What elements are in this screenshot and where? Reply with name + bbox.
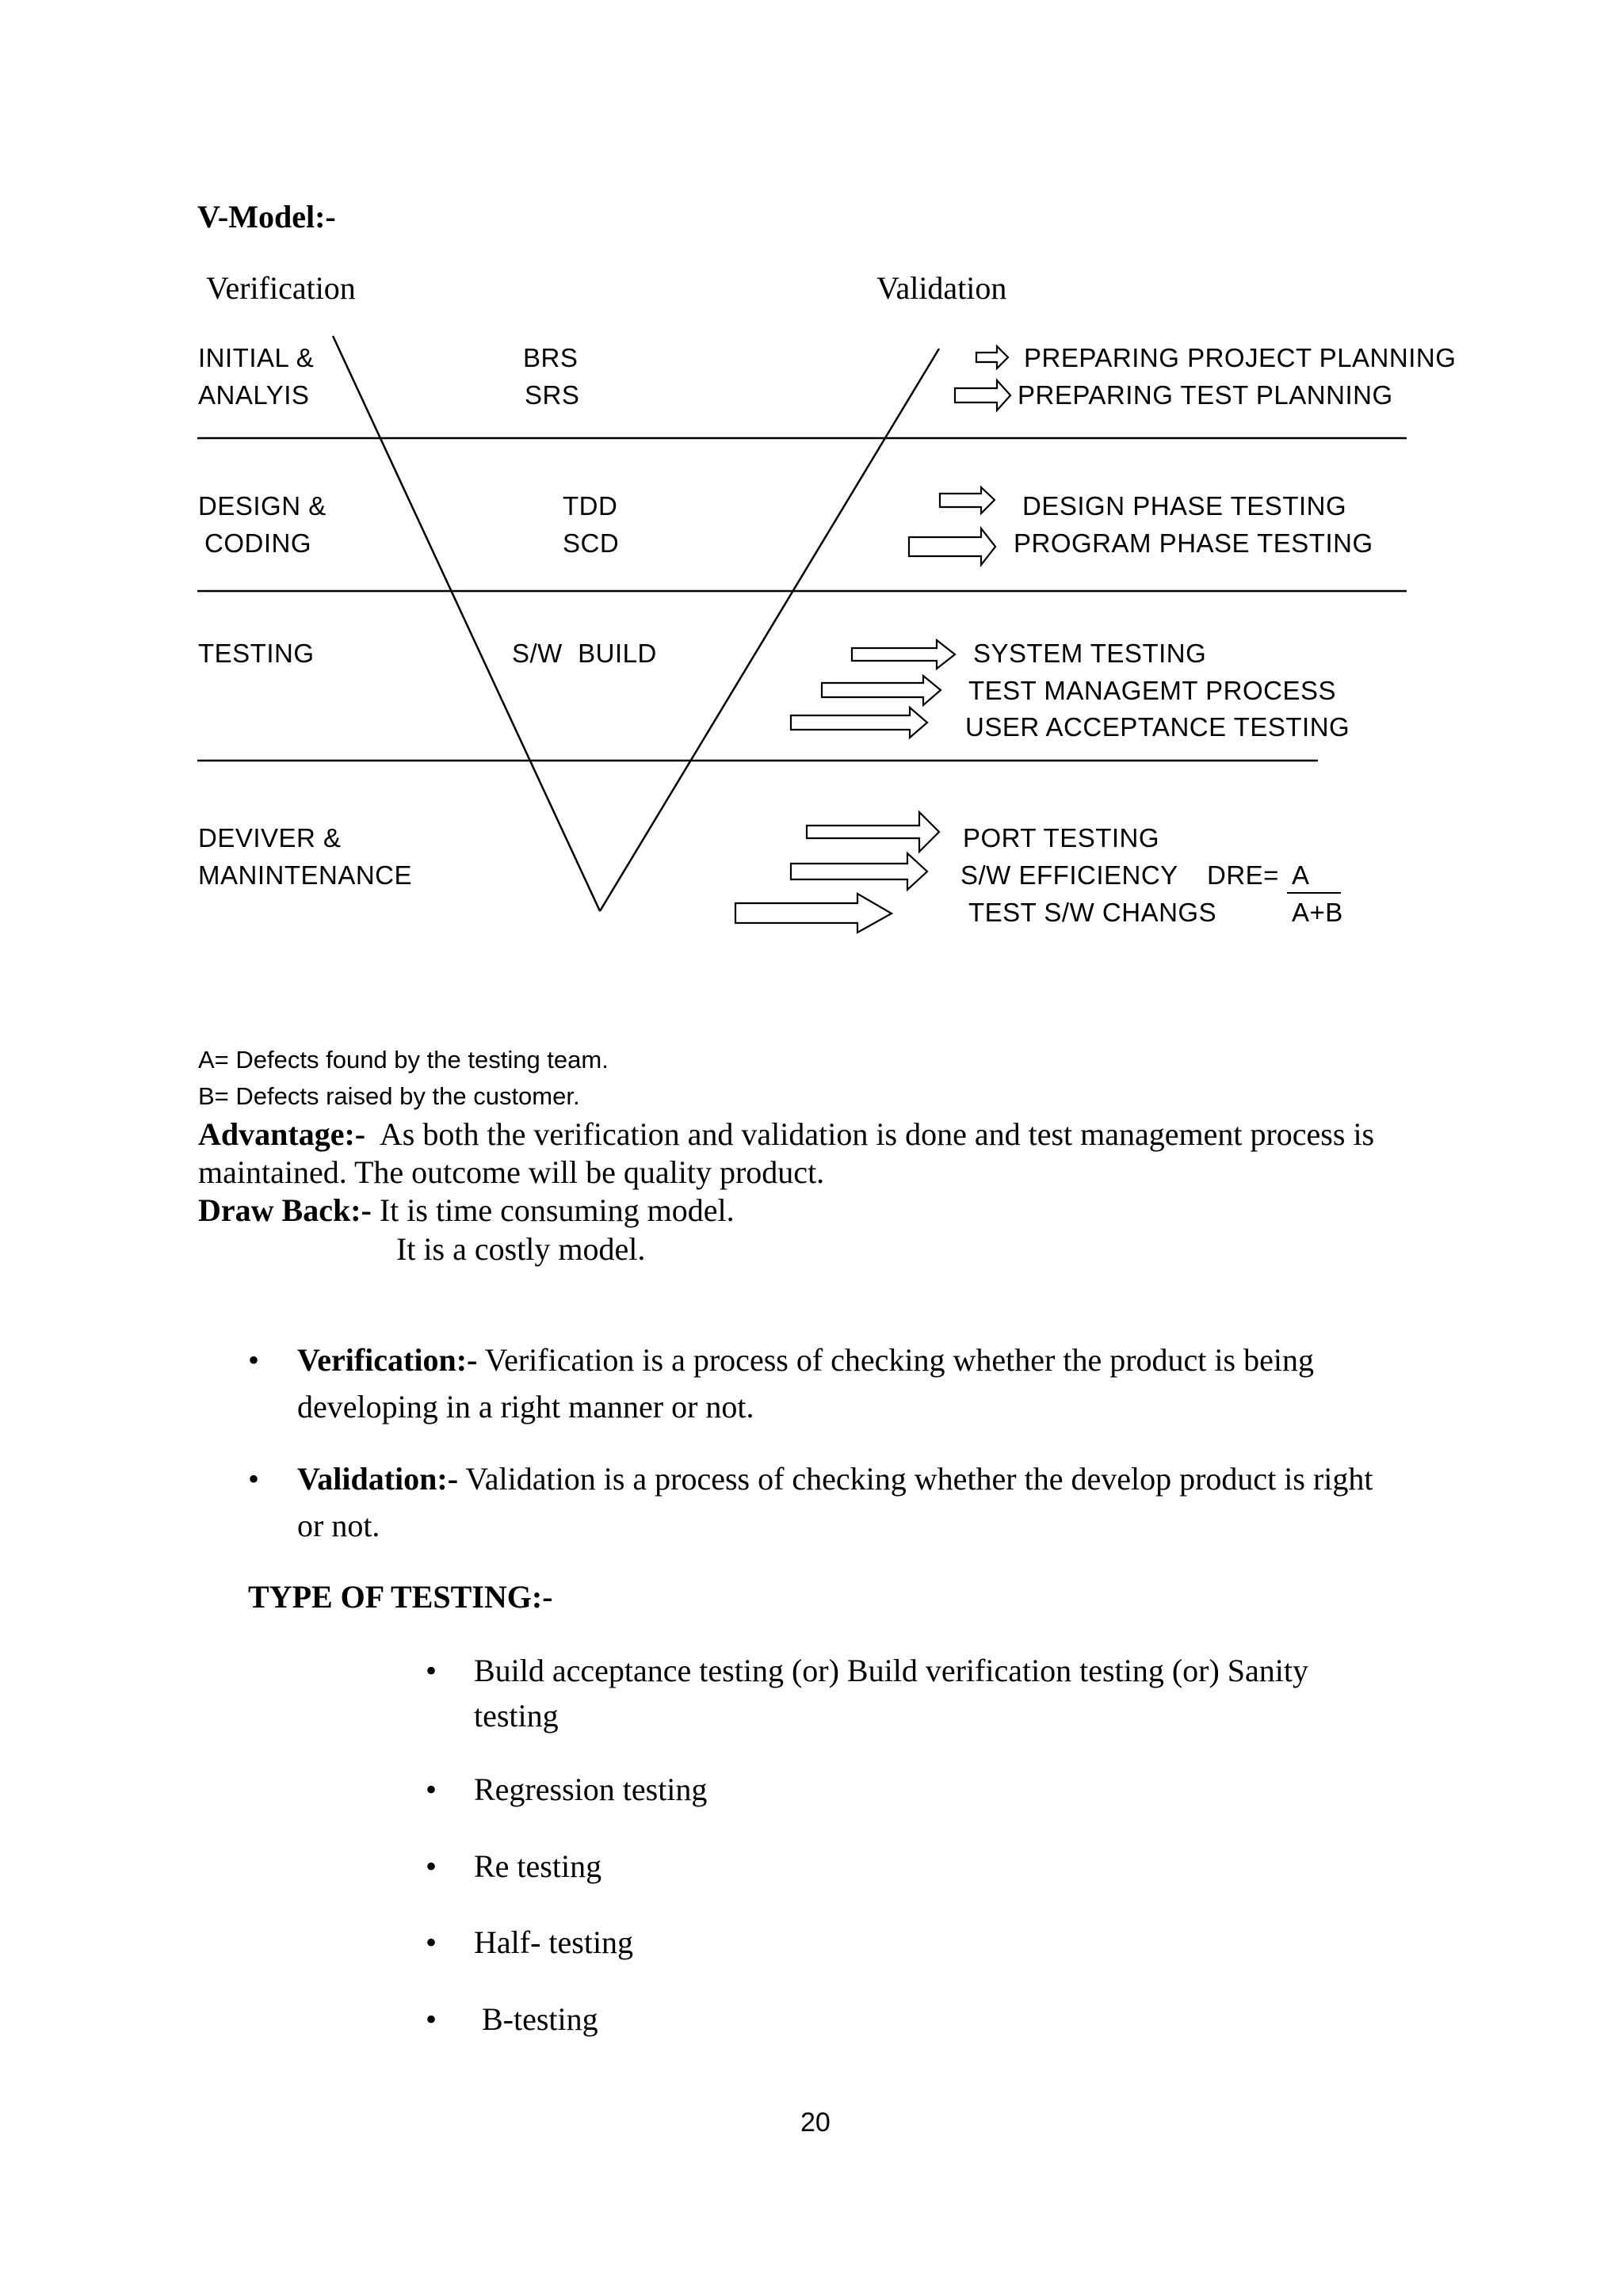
definition-text: or not. [297,1508,380,1543]
advantage-line-1 [198,1116,1374,1154]
v-left-stroke [333,336,600,911]
bullet-icon: • [248,1342,260,1378]
legend-a: A= Defects found by the testing team. [198,1046,609,1074]
arrow-icon [852,640,955,669]
type-item: Regression testing [474,1772,708,1807]
type-item: B-testing [474,2001,598,2037]
dre-numerator: A [1292,860,1310,890]
definition-verification [297,1341,1314,1379]
arrow-icon [909,528,995,565]
arrow-icon [976,346,1008,368]
dre-label: DRE= [1207,860,1279,890]
drawback-line-2: It is a costly model. [396,1231,646,1267]
output-label: PROGRAM PHASE TESTING [1014,528,1373,558]
bullet-icon: • [426,1924,437,1960]
page-number: 20 [800,2107,831,2138]
output-label: PREPARING TEST PLANNING [1018,380,1393,410]
bullet-icon: • [426,1848,437,1884]
bullet-icon: • [426,2001,437,2037]
dre-denominator: A+B [1292,898,1343,927]
v-right-stroke [600,349,939,911]
legend-b: B= Defects raised by the customer. [198,1082,580,1110]
phase-label: ANALYIS [198,380,310,410]
definition-term: Verification:- [297,1342,478,1378]
definition-term: Validation:- [297,1461,459,1497]
arrow-icon [955,380,1010,410]
advantage-label: Advantage:- [198,1116,366,1152]
bullet-icon: • [248,1461,260,1497]
output-label: PORT TESTING [963,823,1160,852]
phase-label: DESIGN & [198,491,327,521]
verification-column-heading: Verification [206,270,356,306]
output-label: S/W EFFICIENCY [960,860,1178,890]
type-item: Re testing [474,1848,602,1884]
document-label: SCD [563,528,620,558]
document-label: SRS [525,380,580,410]
drawback-label: Draw Back:- [198,1192,372,1228]
arrow-icon [791,707,927,738]
output-label: USER ACCEPTANCE TESTING [965,712,1350,742]
definition-validation [297,1460,1373,1498]
advantage-text: As both the verification and validation is done and test management process is [365,1116,1375,1152]
output-label: TEST S/W CHANGS [968,898,1217,927]
output-label: DESIGN PHASE TESTING [1022,491,1347,521]
phase-label: MANINTENANCE [198,860,413,890]
arrow-icon [735,894,892,933]
phase-label: CODING [204,528,311,558]
definition-text: Validation is a process of checking whether the develop product is right [458,1461,1373,1497]
arrow-icon [822,676,941,705]
type-item: Build acceptance testing (or) Build verification testing (or) Sanity [474,1653,1309,1688]
phase-label: TESTING [198,639,315,668]
validation-column-heading: Validation [876,270,1007,306]
bullet-icon: • [426,1772,437,1807]
document-label: BRS [523,343,579,372]
bullet-icon: • [426,1653,437,1688]
page-heading: V-Model:- [197,199,336,235]
document-label: S/W BUILD [512,639,657,668]
output-label: SYSTEM TESTING [973,639,1207,668]
drawback-line-1 [198,1192,735,1230]
advantage-line-2: maintained. The outcome will be quality product. [198,1154,825,1190]
phase-label: DEVIVER & [198,823,342,852]
type-item-continuation: testing [474,1698,559,1733]
type-item: Half- testing [474,1924,634,1960]
definition-text: developing in a right manner or not. [297,1389,754,1425]
types-heading: TYPE OF TESTING:- [248,1579,553,1615]
output-label: TEST MANAGEMT PROCESS [968,676,1337,705]
document-label: TDD [563,491,618,521]
definition-text: Verification is a process of checking whether the product is being [477,1342,1314,1378]
drawback-text: It is time consuming model. [371,1192,735,1228]
phase-label: INITIAL & [198,343,315,372]
arrow-icon [807,812,939,852]
arrow-icon [940,487,995,513]
output-label: PREPARING PROJECT PLANNING [1024,343,1457,372]
arrow-icon [791,853,927,890]
